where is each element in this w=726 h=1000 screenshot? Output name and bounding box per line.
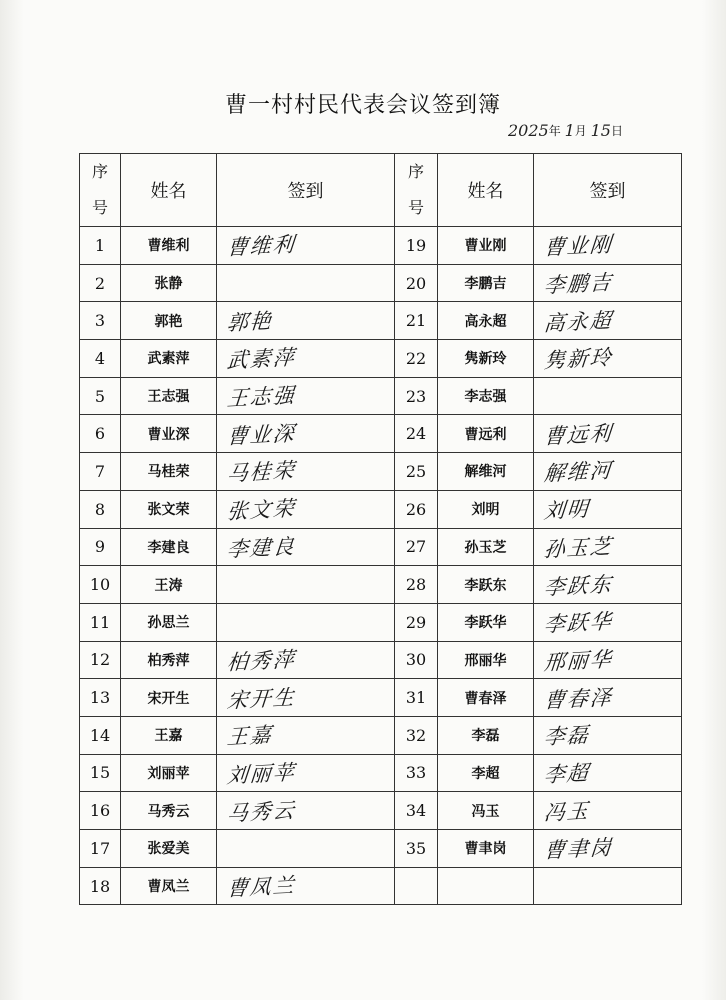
- seq-cell: 8: [80, 490, 121, 528]
- header-seq-right-line2: 号: [407, 198, 424, 217]
- handwritten-signature: 李建良: [225, 533, 297, 562]
- name-cell: 王嘉: [121, 716, 217, 754]
- sign-in-table: [79, 153, 682, 905]
- name-cell-right: 曹业刚: [438, 227, 534, 265]
- name-cell-right: 解维河: [438, 453, 534, 491]
- handwritten-signature: 李鹏吉: [542, 270, 614, 298]
- handwritten-signature: 冯玉: [542, 798, 591, 825]
- name-cell: 李建良: [121, 528, 217, 566]
- table-row: [80, 302, 682, 340]
- signature-cell: [217, 302, 395, 340]
- signature-cell-right: [534, 867, 682, 905]
- table-row: [80, 716, 682, 754]
- header-sign-right: 签到: [534, 154, 682, 227]
- signature-cell: [217, 867, 395, 905]
- signature-cell-right: [534, 603, 682, 641]
- name-cell: 孙思兰: [121, 603, 217, 641]
- name-cell-right: 李超: [438, 754, 534, 792]
- name-cell: 郭艳: [121, 302, 217, 340]
- signature-cell: [217, 377, 395, 415]
- name-cell-right: 李跃东: [438, 566, 534, 604]
- signature-cell: [217, 528, 395, 566]
- handwritten-signature: 李跃华: [542, 609, 614, 638]
- seq-cell-right: 29: [395, 603, 438, 641]
- name-cell: 张静: [121, 264, 217, 302]
- seq-cell: 12: [80, 641, 121, 679]
- name-cell-right: 孙玉芝: [438, 528, 534, 566]
- table-row: [80, 566, 682, 604]
- date-year: 2025: [508, 121, 549, 140]
- signature-cell-right: [534, 754, 682, 792]
- header-name: 姓名: [121, 154, 217, 227]
- handwritten-signature: 王志强: [225, 383, 297, 411]
- handwritten-signature: 张文荣: [225, 496, 297, 525]
- table-row: [80, 453, 682, 491]
- signature-cell: [217, 264, 395, 302]
- handwritten-signature: 孙玉芝: [542, 533, 614, 562]
- signature-cell: [217, 792, 395, 830]
- handwritten-signature: 曹远利: [542, 420, 614, 449]
- seq-cell: 10: [80, 566, 121, 604]
- name-cell: 曹维利: [121, 227, 217, 265]
- signature-cell-right: [534, 490, 682, 528]
- table-row: [80, 415, 682, 453]
- seq-cell-right: 28: [395, 566, 438, 604]
- signature-cell: [217, 490, 395, 528]
- name-cell: 刘丽苹: [121, 754, 217, 792]
- handwritten-signature: 宋开生: [225, 684, 297, 713]
- name-cell-right: 高永超: [438, 302, 534, 340]
- name-cell-right: 冯玉: [438, 792, 534, 830]
- signature-cell-right: [534, 641, 682, 679]
- name-cell-right: 李磊: [438, 716, 534, 754]
- table-row: [80, 264, 682, 302]
- handwritten-signature: 李跃东: [542, 571, 614, 600]
- name-cell: 宋开生: [121, 679, 217, 717]
- handwritten-signature: 马桂荣: [225, 458, 297, 487]
- seq-cell: 17: [80, 830, 121, 868]
- signature-cell-right: [534, 830, 682, 868]
- table-row: [80, 528, 682, 566]
- handwritten-signature: 刘明: [542, 496, 591, 524]
- name-cell-right: 李跃华: [438, 603, 534, 641]
- document-title: 曹一村村民代表会议签到簿: [224, 93, 501, 118]
- name-cell: 武素萍: [121, 340, 217, 378]
- seq-cell-right: [395, 867, 438, 905]
- signature-cell-right: [534, 566, 682, 604]
- seq-cell: 14: [80, 716, 121, 754]
- name-cell-right: 隽新玲: [438, 340, 534, 378]
- document-date: [508, 120, 623, 139]
- seq-cell: 16: [80, 792, 121, 830]
- table-row: [80, 340, 682, 378]
- seq-cell: 11: [80, 603, 121, 641]
- seq-cell: 15: [80, 754, 121, 792]
- date-year-suffix: 年: [548, 124, 561, 138]
- seq-cell-right: 27: [395, 528, 438, 566]
- scan-shadow-left: [0, 0, 24, 1000]
- table-row: [80, 377, 682, 415]
- handwritten-signature: 邢丽华: [542, 647, 614, 675]
- header-seq-right: [395, 154, 438, 227]
- name-cell: 曹业深: [121, 415, 217, 453]
- signature-cell: [217, 754, 395, 792]
- seq-cell: 13: [80, 679, 121, 717]
- name-cell: 张爱美: [121, 830, 217, 868]
- signature-cell-right: [534, 227, 682, 265]
- seq-cell: 2: [80, 264, 121, 302]
- name-cell: 马桂荣: [121, 453, 217, 491]
- signature-cell: [217, 227, 395, 265]
- handwritten-signature: 曹春泽: [542, 684, 614, 713]
- signature-cell-right: [534, 302, 682, 340]
- handwritten-signature: 高永超: [542, 307, 614, 336]
- table-row: [80, 792, 682, 830]
- table-header-row: [80, 154, 682, 227]
- signature-cell-right: [534, 716, 682, 754]
- signature-cell: [217, 716, 395, 754]
- seq-cell-right: 30: [395, 641, 438, 679]
- handwritten-signature: 王嘉: [225, 723, 274, 750]
- date-month: 1: [564, 121, 575, 140]
- table-row: [80, 754, 682, 792]
- header-seq: [80, 154, 121, 227]
- date-day-suffix: 日: [610, 124, 623, 138]
- handwritten-signature: 解维河: [542, 458, 614, 487]
- seq-cell: 1: [80, 227, 121, 265]
- seq-cell-right: 35: [395, 830, 438, 868]
- handwritten-signature: 李磊: [542, 723, 591, 750]
- signature-cell-right: [534, 340, 682, 378]
- seq-cell: 7: [80, 453, 121, 491]
- date-day: 15: [590, 121, 611, 140]
- name-cell: 王涛: [121, 566, 217, 604]
- handwritten-signature: 曹业深: [225, 420, 297, 449]
- seq-cell-right: 25: [395, 453, 438, 491]
- name-cell-right: [438, 867, 534, 905]
- seq-cell: 5: [80, 377, 121, 415]
- seq-cell-right: 26: [395, 490, 438, 528]
- handwritten-signature: 刘丽苹: [225, 760, 297, 788]
- signature-cell: [217, 415, 395, 453]
- seq-cell: 9: [80, 528, 121, 566]
- signature-cell: [217, 340, 395, 378]
- table-row: [80, 603, 682, 641]
- name-cell-right: 曹聿岗: [438, 830, 534, 868]
- signature-cell: [217, 641, 395, 679]
- signature-cell-right: [534, 264, 682, 302]
- name-cell: 张文荣: [121, 490, 217, 528]
- table-row: [80, 830, 682, 868]
- name-cell: 马秀云: [121, 792, 217, 830]
- signature-cell: [217, 603, 395, 641]
- seq-cell-right: 19: [395, 227, 438, 265]
- signature-cell: [217, 679, 395, 717]
- signature-cell: [217, 453, 395, 491]
- handwritten-signature: 曹聿岗: [542, 835, 614, 864]
- name-cell-right: 李鹏吉: [438, 264, 534, 302]
- name-cell: 柏秀萍: [121, 641, 217, 679]
- name-cell-right: 李志强: [438, 377, 534, 415]
- name-cell-right: 曹远利: [438, 415, 534, 453]
- seq-cell: 6: [80, 415, 121, 453]
- seq-cell-right: 22: [395, 340, 438, 378]
- handwritten-signature: 郭艳: [225, 308, 274, 336]
- handwritten-signature: 马秀云: [225, 797, 297, 826]
- seq-cell: 3: [80, 302, 121, 340]
- header-seq-right-line1: 序: [407, 162, 424, 181]
- date-month-suffix: 月: [574, 124, 587, 138]
- handwritten-signature: 隽新玲: [542, 345, 614, 374]
- name-cell-right: 邢丽华: [438, 641, 534, 679]
- name-cell: 曹凤兰: [121, 867, 217, 905]
- table-row: [80, 679, 682, 717]
- seq-cell: 4: [80, 340, 121, 378]
- name-cell-right: 曹春泽: [438, 679, 534, 717]
- table-row: [80, 867, 682, 905]
- header-sign: 签到: [217, 154, 395, 227]
- signature-cell-right: [534, 528, 682, 566]
- handwritten-signature: 曹业刚: [542, 232, 614, 261]
- signature-cell-right: [534, 415, 682, 453]
- seq-cell-right: 31: [395, 679, 438, 717]
- seq-cell-right: 21: [395, 302, 438, 340]
- seq-cell: 18: [80, 867, 121, 905]
- seq-cell-right: 20: [395, 264, 438, 302]
- header-seq-line2: 号: [91, 198, 108, 217]
- signature-cell: [217, 566, 395, 604]
- handwritten-signature: 武素萍: [225, 345, 297, 374]
- signature-cell-right: [534, 679, 682, 717]
- seq-cell-right: 23: [395, 377, 438, 415]
- handwritten-signature: 曹凤兰: [225, 873, 297, 901]
- seq-cell-right: 34: [395, 792, 438, 830]
- scan-shadow-right: [702, 0, 726, 1000]
- table-row: [80, 227, 682, 265]
- handwritten-signature: 李超: [542, 760, 591, 788]
- name-cell: 王志强: [121, 377, 217, 415]
- name-cell-right: 刘明: [438, 490, 534, 528]
- handwritten-signature: 柏秀萍: [225, 647, 297, 675]
- signature-cell: [217, 830, 395, 868]
- table-row: [80, 641, 682, 679]
- header-name-right: 姓名: [438, 154, 534, 227]
- signature-cell-right: [534, 792, 682, 830]
- seq-cell-right: 32: [395, 716, 438, 754]
- header-seq-line1: 序: [91, 162, 108, 181]
- seq-cell-right: 24: [395, 415, 438, 453]
- seq-cell-right: 33: [395, 754, 438, 792]
- signature-cell-right: [534, 453, 682, 491]
- table-row: [80, 490, 682, 528]
- handwritten-signature: 曹维利: [225, 232, 297, 261]
- signature-cell-right: [534, 377, 682, 415]
